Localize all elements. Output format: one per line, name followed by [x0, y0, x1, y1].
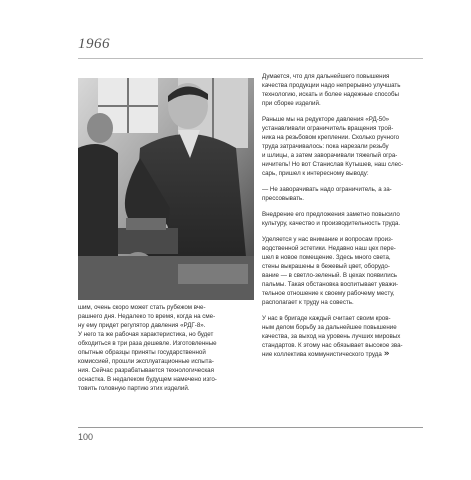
continue-arrow-icon: »: [383, 349, 390, 359]
right-paragraph-6-text: У нас в бригаде каждый считает своим кров- ным делом борьбу за дальнейшее повышение качества, за выход на уровень лучших мировых стандартов. К этому нас обязывает высокое зва- ние коллектива коммунистического труда: [262, 315, 403, 358]
left-text-column: [78, 303, 254, 399]
right-paragraph-2: Раньше мы на редукторе давления «РД-50» устанавливали ограничитель вращения трой- ника на резьбовом креплении. Сколько ручного труда затрачивалось: пока нарезали резьбу и шлицы, а затем заворачивали тяжелый огра- ничитель! Но вот Станислав Кутышев, наш слес- сарь, пришел к интересному выводу:: [262, 116, 404, 177]
right-text-column: [262, 72, 425, 366]
worker-at-vise-photo: [78, 78, 254, 300]
bottom-divider: [78, 427, 423, 428]
right-paragraph-1: Думается, что для дальнейшего повышения качества продукции надо непрерывно улучшать технологию, искать и более надежные способы при сборке изделий.: [262, 73, 401, 107]
page-number: 100: [78, 432, 94, 442]
left-paragraph-1: шим, очень скоро может стать рубежом вче- рашнего дня. Недалеко то время, когда на сме- ну ему придет регулятор давления «РДГ-8». У него та же рабочая характеристика, но будет обходиться в три раза дешевле. Изготовленные опытные образцы приняты государственной комиссией, прошли эксплуатационные испыта- ния. Сейчас разрабатывается технологическая оснастка. В недалеком будущем намечено изго- товить головную партию этих изделий.: [78, 304, 217, 392]
right-paragraph-6: [262, 314, 425, 359]
right-paragraph-3: — Не заворачивать надо ограничитель, а за- прессовывать.: [262, 186, 392, 202]
right-paragraph-5: Уделяется у нас внимание и вопросам произ- водственной эстетики. Недавно наш цех пере- шел в новое помещение. Здесь много света, стены выкрашены в бежевый цвет, оборудо- вание — в светло-зеленый. В цехах появились пальмы. Такая обстановка воспитывает уважи- тельное отношение к своему рабочему месту, располагает к труду на совесть.: [262, 236, 399, 306]
year-heading: 1966: [78, 36, 110, 52]
top-divider: [78, 58, 423, 59]
photo-illustration: [78, 78, 254, 300]
right-paragraph-4: Внедрение его предложения заметно повысило культуру, качество и производительность труда.: [262, 211, 401, 227]
